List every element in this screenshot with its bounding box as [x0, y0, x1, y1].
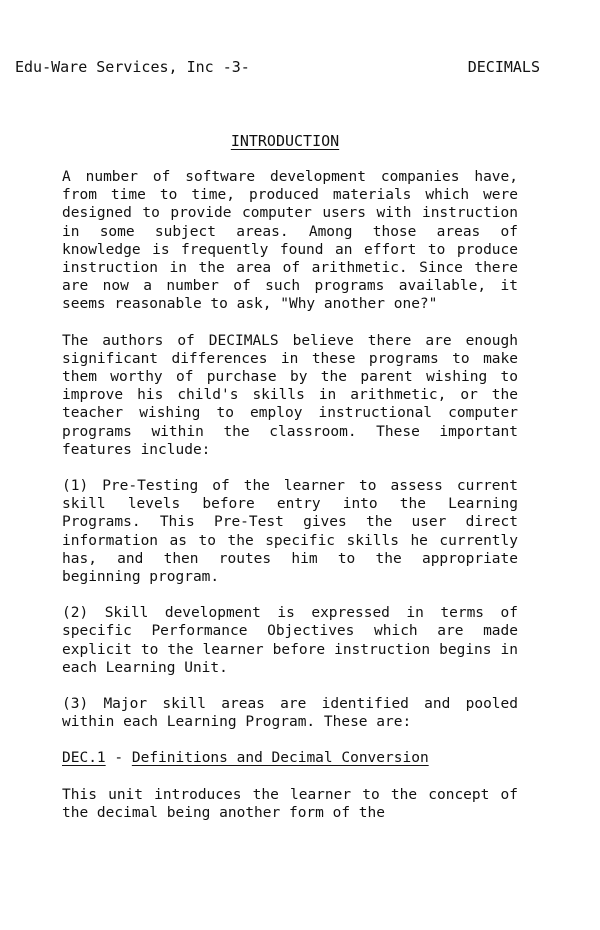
section-title: INTRODUCTION	[230, 132, 340, 150]
unit-heading	[62, 749, 518, 767]
unit-title: Definitions and Decimal Conversion	[131, 750, 429, 767]
paragraph-unit-description: This unit introduces the learner to the concept of the decimal being another form of the	[62, 786, 518, 821]
body-text	[62, 168, 518, 840]
paragraph-feature-2: (2) Skill development is expressed in terms of specific Performance Objectives which are made explicit to the learner before instruction begins in each Learning Unit.	[62, 605, 518, 676]
header-publisher-page: Edu-Ware Services, Inc -3-	[15, 58, 250, 76]
header-title: DECIMALS	[467, 58, 540, 76]
paragraph-feature-1: (1) Pre-Testing of the learner to assess current skill levels before entry into the Learning Programs. This Pre-Test gives the user direct information as to the specific skills he currently has, and then routes him to the appropriate beginning program.	[62, 478, 518, 586]
paragraph-intro: A number of software development companies have, from time to time, produced materials which were designed to provide computer users with instruction in some subject areas. Among those areas of knowledge is frequently found an effort to produce instruction in the area of arithmetic. Since there are now a number of such programs available, it seems reasonable to ask, "Why another one?"	[62, 169, 518, 313]
unit-separator: -	[105, 750, 132, 767]
paragraph-feature-3: (3) Major skill areas are identified and pooled within each Learning Program. These are:	[62, 696, 518, 731]
unit-code: DEC.1	[62, 750, 106, 767]
paragraph-authors: The authors of DECIMALS believe there are enough significant differences in these programs to make them worthy of purchase by the parent wishing to improve his child's skills in arithmetic, or the teacher wishing to employ instructional computer programs within the classroom. These important features include:	[62, 332, 518, 458]
